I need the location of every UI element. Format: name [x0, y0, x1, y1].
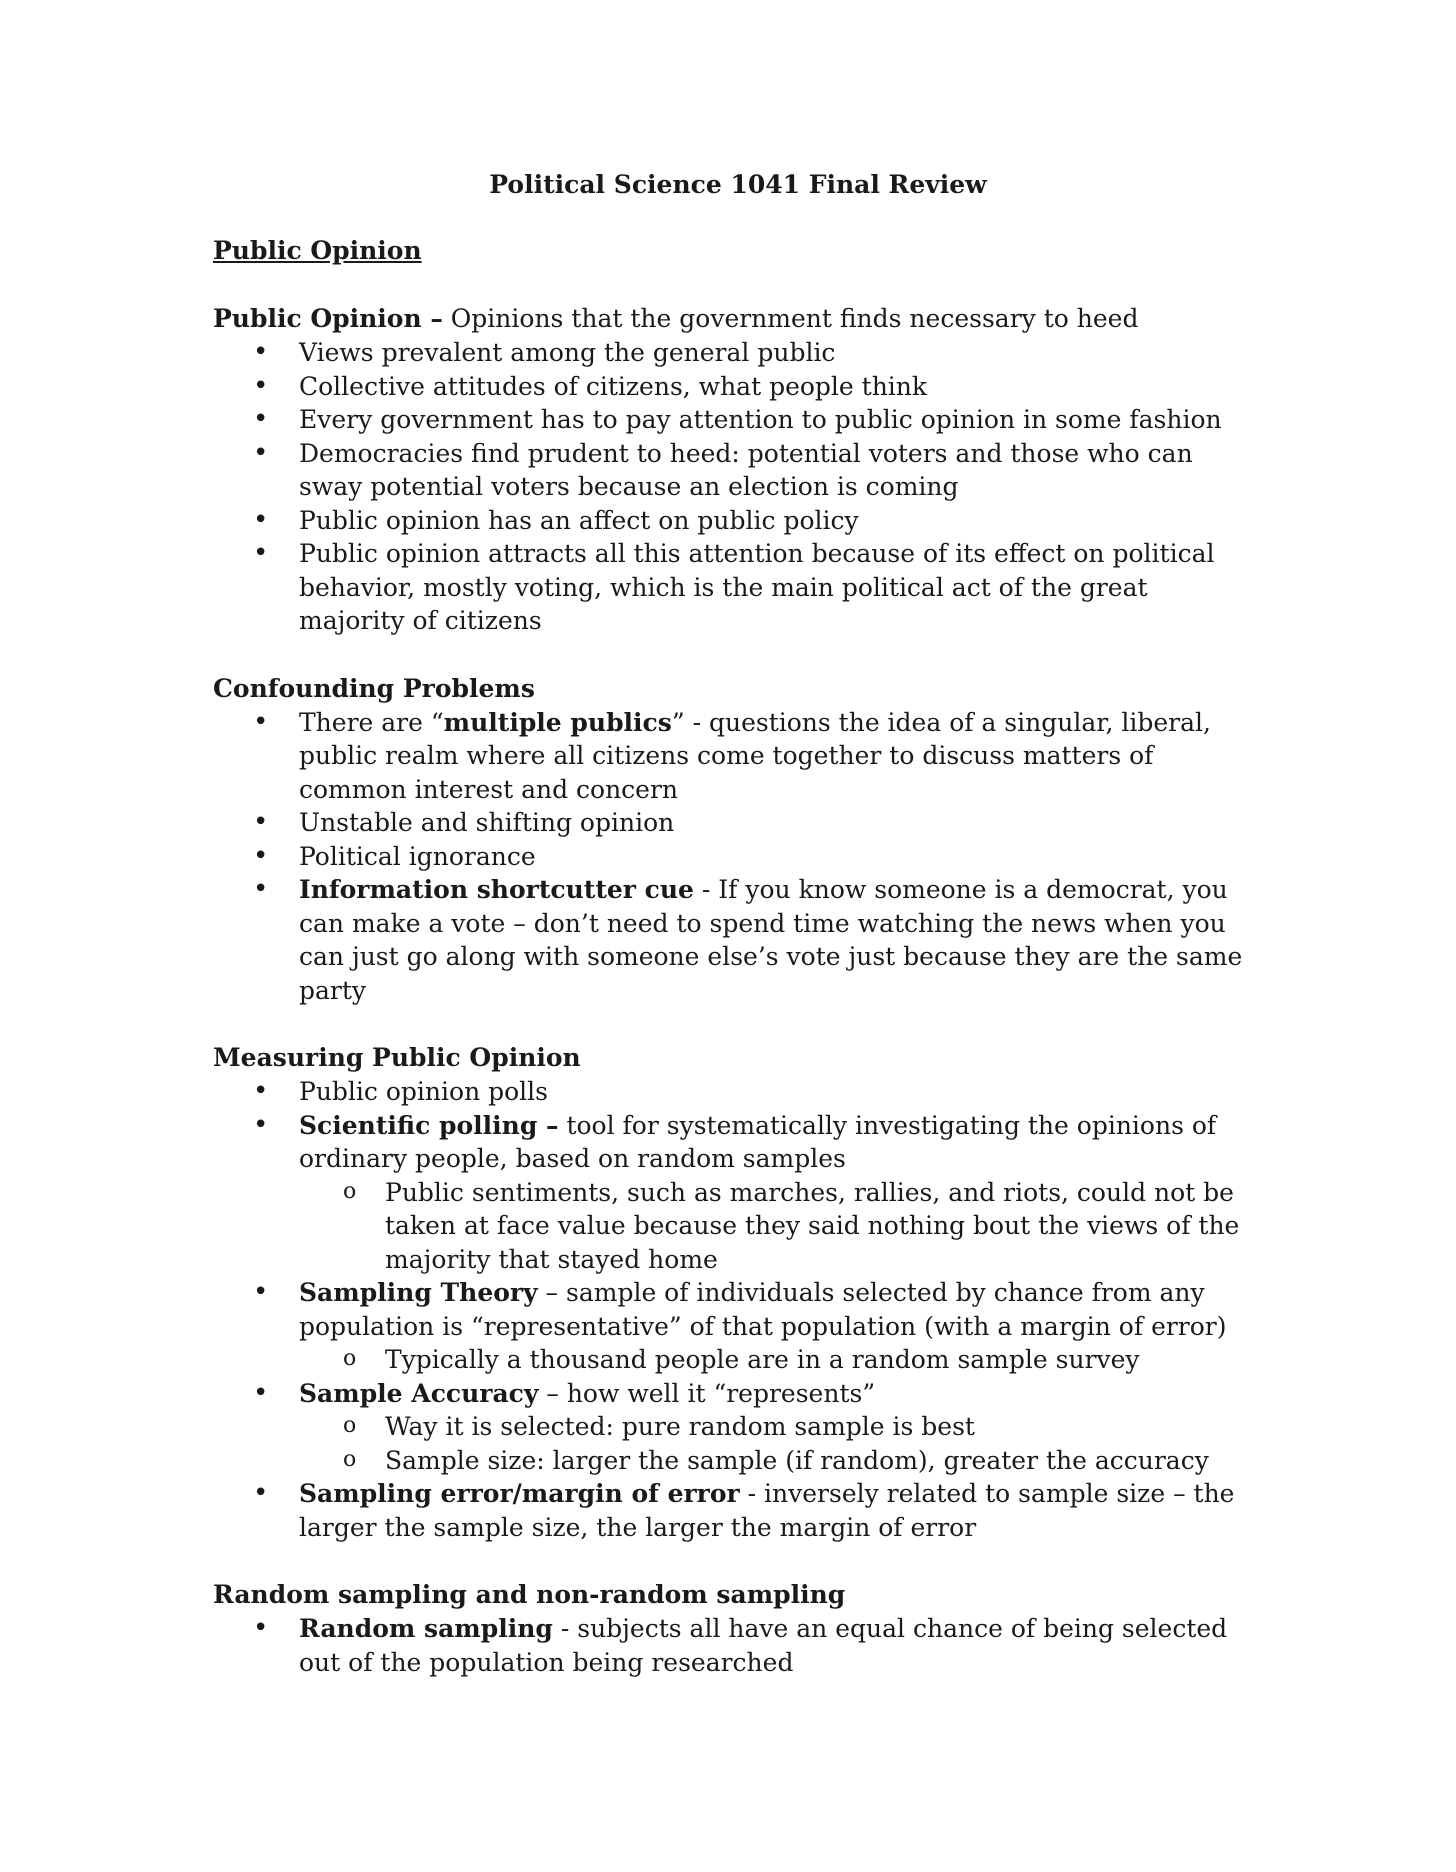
document-title: Political Science 1041 Final Review [489, 170, 987, 199]
list-item: • Every government has to pay attention to public opinion in some fashion [213, 403, 1253, 437]
list-item [213, 1276, 1253, 1377]
bullet-term: Sample Accuracy [299, 1378, 539, 1408]
section-heading-random-sampling: Random sampling and non-random sampling [213, 1580, 846, 1609]
sub-list [299, 1176, 1253, 1277]
bullet-term: Information shortcutter cue [299, 875, 694, 904]
list-item: • Views prevalent among the general public [213, 336, 1253, 370]
list-item [213, 706, 1253, 807]
bullet-text: - subjects all have an equal chance of being selected out of the population being researched [299, 1614, 1228, 1677]
bullet-pre: There are “ [299, 707, 444, 737]
list-item: • Public opinion has an affect on public policy [213, 504, 1253, 538]
list-item: • Public opinion attracts all this attention because of its effect on political behavior, mostly voting, which is the main political act of the great majority of citizens [213, 537, 1253, 638]
list-item: • Unstable and shifting opinion [213, 806, 1253, 840]
list-item: • Collective attitudes of citizens, what people think [213, 370, 1253, 404]
sub-list-item: o Sample size: larger the sample (if random), greater the accuracy [299, 1444, 1253, 1478]
bullet-text: - If you know someone is a democrat, you can make a vote – don’t need to spend time watching the news when you can just go along with someone else’s vote just because they are the same party [299, 875, 1243, 1005]
sub-list [299, 1410, 1253, 1477]
list-item [213, 1477, 1253, 1544]
bullet-text: – how well it “represents” [538, 1378, 876, 1408]
sub-list-item: o Way it is selected: pure random sample is best [299, 1410, 1253, 1444]
bullet-text: ” - questions the idea of a singular, liberal, public realm where all citizens come together to discuss matters of common interest and concern [299, 707, 1211, 804]
measuring-bullets [213, 1075, 1253, 1544]
list-item [213, 1612, 1253, 1679]
definition-term: Public Opinion – [213, 304, 443, 333]
bullet-term: Sampling error/margin of error [299, 1479, 740, 1508]
list-item [213, 873, 1253, 1007]
sub-list-item: o Typically a thousand people are in a random sample survey [299, 1343, 1253, 1377]
bullet-text: – sample of individuals selected by chance from any population is “representative” of that population (with a margin of error) [299, 1278, 1227, 1341]
bullet-term: Random sampling [299, 1614, 553, 1643]
bullet-text: - inversely related to sample size – the larger the sample size, the larger the margin of error [299, 1479, 1235, 1542]
definition-text: Opinions that the government finds necessary to heed [442, 304, 1139, 333]
section-heading-public-opinion: Public Opinion [213, 236, 422, 265]
public-opinion-definition [213, 302, 1253, 336]
section-heading-measuring-public-opinion: Measuring Public Opinion [213, 1043, 581, 1072]
confounding-bullets [213, 706, 1253, 1008]
public-opinion-bullets [213, 336, 1253, 638]
section-heading-confounding-problems: Confounding Problems [213, 673, 535, 703]
bullet-term: multiple publics [443, 707, 672, 737]
list-item: • Political ignorance [213, 840, 1253, 874]
bullet-text: tool for systematically investigating the opinions of ordinary people, based on random samples [299, 1110, 1217, 1173]
list-item [213, 1109, 1253, 1277]
document-page [213, 168, 1253, 1713]
sub-list [299, 1343, 1253, 1377]
list-item: • Public opinion polls [213, 1075, 1253, 1109]
list-item [213, 1377, 1253, 1478]
random-sampling-bullets [213, 1612, 1253, 1679]
list-item: • Democracies find prudent to heed: potential voters and those who can sway potential voters because an election is coming [213, 437, 1253, 504]
bullet-term: Sampling Theory [299, 1278, 538, 1307]
bullet-term: Scientific polling – [299, 1110, 559, 1140]
sub-list-item: o Public sentiments, such as marches, rallies, and riots, could not be taken at face value because they said nothing bout the views of the majority that stayed home [299, 1176, 1253, 1277]
